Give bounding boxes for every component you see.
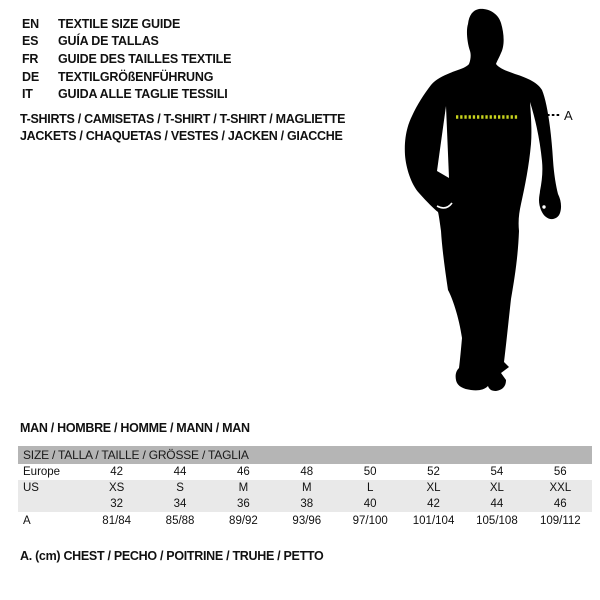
- product-line-tshirts: T-SHIRTS / CAMISETAS / T-SHIRT / T-SHIRT / MAGLIETTE: [20, 111, 346, 126]
- table-cell: 42: [427, 498, 440, 510]
- table-cell: 38: [300, 498, 314, 510]
- table-cell: 34: [173, 498, 187, 510]
- table-cell: 89/92: [229, 514, 258, 527]
- gender-heading: MAN / HOMBRE / HOMME / MANN / MAN: [20, 421, 250, 435]
- table-cell: 97/100: [352, 514, 388, 527]
- measurement-footnote: A. (cm) CHEST / PECHO / POITRINE / TRUHE / PETTO: [20, 549, 324, 563]
- row-label: US: [23, 482, 39, 494]
- language-label: TEXTILGRÖßENFÜHRUNG: [58, 69, 214, 84]
- table-cell: XS: [109, 482, 125, 494]
- language-label: GUIDE DES TAILLES TEXTILE: [58, 51, 232, 66]
- table-cell: 85/88: [165, 514, 195, 527]
- table-cell: XL: [489, 482, 504, 494]
- table-row-us-numeric: [18, 496, 592, 512]
- language-code: EN: [22, 16, 39, 31]
- product-line-jackets: JACKETS / CHAQUETAS / VESTES / JACKEN / GIACCHE: [20, 129, 343, 144]
- language-code: DE: [22, 69, 39, 84]
- table-cell: 46: [237, 466, 250, 478]
- table-cell: 81/84: [102, 514, 132, 527]
- row-label: A: [23, 514, 31, 527]
- language-code: ES: [22, 34, 39, 49]
- language-code: IT: [22, 87, 33, 102]
- table-cell: 101/104: [412, 514, 455, 527]
- table-cell: 44: [173, 466, 187, 478]
- table-cell: 36: [237, 498, 250, 510]
- language-label: TEXTILE SIZE GUIDE: [58, 16, 181, 31]
- size-table: [18, 446, 592, 529]
- table-cell: 44: [490, 498, 504, 510]
- size-table-header: SIZE / TALLA / TAILLE / GRÖSSE / TAGLIA: [18, 446, 592, 464]
- table-row-chest-a: [18, 512, 592, 529]
- man-silhouette: [405, 9, 561, 391]
- table-cell: L: [366, 482, 374, 494]
- finger-gap: [542, 205, 545, 208]
- table-cell: 40: [363, 498, 377, 510]
- language-label: GUIDA ALLE TAGLIE TESSILI: [58, 87, 228, 102]
- row-label: Europe: [23, 466, 61, 478]
- table-cell: XL: [426, 482, 441, 494]
- table-cell: 54: [490, 466, 504, 478]
- table-cell: 52: [427, 466, 440, 478]
- measure-label-a: A: [564, 108, 573, 123]
- language-code: FR: [22, 51, 39, 66]
- table-cell: 42: [110, 466, 124, 478]
- table-row-us-letters: [18, 480, 592, 496]
- table-cell: XXL: [549, 482, 572, 494]
- table-cell: 56: [553, 466, 567, 478]
- table-cell: M: [238, 482, 249, 494]
- table-row-europe: [18, 464, 592, 480]
- table-cell: 32: [110, 498, 124, 510]
- table-cell: 46: [553, 498, 567, 510]
- table-cell: 105/108: [476, 514, 518, 527]
- table-cell: 50: [363, 466, 377, 478]
- language-label: GUÍA DE TALLAS: [58, 34, 159, 49]
- table-cell: S: [176, 482, 184, 494]
- table-cell: 109/112: [539, 514, 581, 527]
- table-cell: M: [302, 482, 312, 494]
- table-cell: 93/96: [292, 514, 322, 527]
- table-cell: 48: [300, 466, 314, 478]
